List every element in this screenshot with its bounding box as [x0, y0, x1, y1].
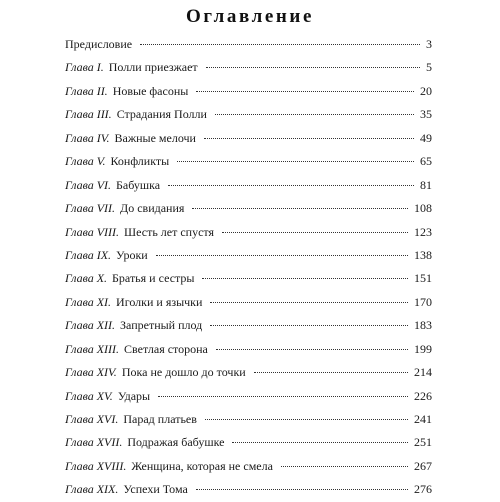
page-number: 49 — [420, 130, 432, 145]
chapter-number: Глава VI. — [65, 177, 112, 192]
toc-list — [65, 33, 432, 502]
toc-entry-label — [65, 56, 198, 79]
dot-leader — [168, 184, 414, 186]
chapter-title: Конфликты — [110, 154, 170, 169]
toc-entry-label — [65, 478, 188, 501]
toc-entry — [65, 56, 432, 79]
toc-entry — [65, 33, 432, 56]
chapter-title: Предисловие — [65, 37, 133, 51]
page-number: 241 — [414, 412, 432, 426]
toc-entry-label — [65, 244, 148, 267]
chapter-title: Братья и сестры — [112, 271, 195, 286]
chapter-title: Удары — [117, 388, 151, 403]
page-number: 35 — [420, 107, 432, 122]
toc-entry-label — [65, 33, 132, 56]
dot-leader — [206, 66, 420, 68]
toc-entry — [65, 361, 432, 384]
chapter-number: Глава IX. — [65, 247, 112, 262]
toc-entry-label — [65, 197, 184, 220]
toc-entry — [65, 267, 432, 290]
page-number: 276 — [414, 482, 432, 497]
chapter-number: Глава VIII. — [65, 224, 120, 239]
toc-entry — [65, 431, 432, 454]
dot-leader — [196, 488, 408, 490]
toc-entry — [65, 244, 432, 267]
page-number: 108 — [414, 201, 432, 216]
toc-entry — [65, 385, 432, 408]
chapter-number: Глава XVIII. — [65, 458, 127, 473]
chapter-number: Глава IV. — [65, 130, 110, 145]
chapter-number: Глава X. — [65, 271, 108, 286]
chapter-title: Пока не дошло до точки — [121, 365, 246, 380]
toc-entry-label — [65, 291, 202, 314]
toc-entry — [65, 174, 432, 197]
page-number: 151 — [414, 271, 432, 286]
toc-entry — [65, 221, 432, 244]
dot-leader — [210, 301, 408, 303]
chapter-number: Глава XII. — [65, 318, 116, 333]
chapter-title: Женщина, которая не смела — [131, 458, 273, 473]
dot-leader — [210, 324, 408, 326]
dot-leader — [192, 207, 408, 209]
dot-leader — [156, 254, 408, 256]
chapter-number: Глава XIV. — [65, 365, 117, 380]
toc-entry — [65, 150, 432, 173]
page-number: 226 — [414, 388, 432, 403]
toc-entry-label — [65, 80, 188, 103]
dot-leader — [216, 348, 408, 350]
chapter-title: Уроки — [116, 247, 148, 262]
toc-entry — [65, 197, 432, 220]
toc-entry — [65, 291, 432, 314]
toc-entry — [65, 408, 432, 431]
chapter-title: Новые фасоны — [112, 83, 189, 98]
chapter-number: Глава V. — [65, 154, 106, 169]
toc-entry — [65, 478, 432, 501]
toc-entry-label — [65, 431, 224, 454]
chapter-number: Глава I. — [65, 60, 104, 75]
chapter-title: Успехи Тома — [123, 482, 188, 497]
dot-leader — [196, 90, 414, 92]
chapter-title: До свидания — [120, 201, 185, 216]
dot-leader — [222, 231, 408, 233]
page-number: 183 — [414, 318, 432, 333]
dot-leader — [232, 441, 408, 443]
chapter-title: Страдания Полли — [116, 107, 207, 122]
toc-entry-label — [65, 338, 208, 361]
page-number: 199 — [414, 341, 432, 356]
toc-entry-label — [65, 127, 196, 150]
toc-entry-label — [65, 361, 246, 384]
dot-leader — [215, 113, 414, 115]
dot-leader — [202, 277, 408, 279]
chapter-number: Глава XVI. — [65, 412, 119, 426]
page-number: 267 — [414, 458, 432, 473]
toc-entry-label — [65, 103, 207, 126]
toc-entry-label — [65, 174, 160, 197]
toc-title: Оглавление — [185, 6, 315, 27]
toc-entry — [65, 103, 432, 126]
dot-leader — [281, 465, 408, 467]
chapter-number: Глава III. — [65, 107, 112, 122]
chapter-title: Иголки и язычки — [116, 294, 203, 309]
toc-entry — [65, 455, 432, 478]
dot-leader — [140, 43, 420, 45]
dot-leader — [205, 418, 408, 420]
chapter-title: Бабушка — [116, 177, 161, 192]
chapter-number: Глава XVII. — [65, 435, 123, 450]
dot-leader — [254, 371, 408, 373]
toc-entry-label — [65, 385, 150, 408]
page-number: 251 — [414, 435, 432, 450]
dot-leader — [177, 160, 414, 162]
toc-entry — [65, 338, 432, 361]
page-number: 3 — [426, 37, 432, 51]
toc-entry-label — [65, 221, 214, 244]
page-number: 20 — [420, 83, 432, 98]
chapter-title: Подражая бабушке — [127, 435, 225, 450]
chapter-number: Глава XIII. — [65, 341, 120, 356]
chapter-title: Запретный плод — [120, 318, 203, 333]
chapter-number: Глава XV. — [65, 388, 113, 403]
toc-entry-label — [65, 314, 202, 337]
chapter-title: Парад платьев — [123, 412, 197, 426]
page-number: 214 — [414, 365, 432, 380]
dot-leader — [158, 395, 408, 397]
page-number: 170 — [414, 294, 432, 309]
page-number: 123 — [414, 224, 432, 239]
chapter-number: Глава XIX. — [65, 482, 119, 497]
page-number: 65 — [420, 154, 432, 169]
page-number: 81 — [420, 177, 432, 192]
toc-entry-label — [65, 408, 197, 431]
toc-entry — [65, 80, 432, 103]
chapter-title: Шесть лет спустя — [124, 224, 215, 239]
toc-entry-label — [65, 455, 273, 478]
dot-leader — [204, 137, 414, 139]
toc-entry-label — [65, 150, 169, 173]
toc-entry — [65, 314, 432, 337]
page-number: 138 — [414, 247, 432, 262]
toc-entry-label — [65, 267, 194, 290]
chapter-title: Важные мелочи — [114, 130, 196, 145]
chapter-title: Светлая сторона — [124, 341, 208, 356]
chapter-number: Глава II. — [65, 83, 108, 98]
chapter-title: Полли приезжает — [108, 60, 198, 75]
chapter-number: Глава XI. — [65, 294, 112, 309]
chapter-number: Глава VII. — [65, 201, 116, 216]
page-number: 5 — [426, 60, 432, 75]
toc-entry — [65, 127, 432, 150]
